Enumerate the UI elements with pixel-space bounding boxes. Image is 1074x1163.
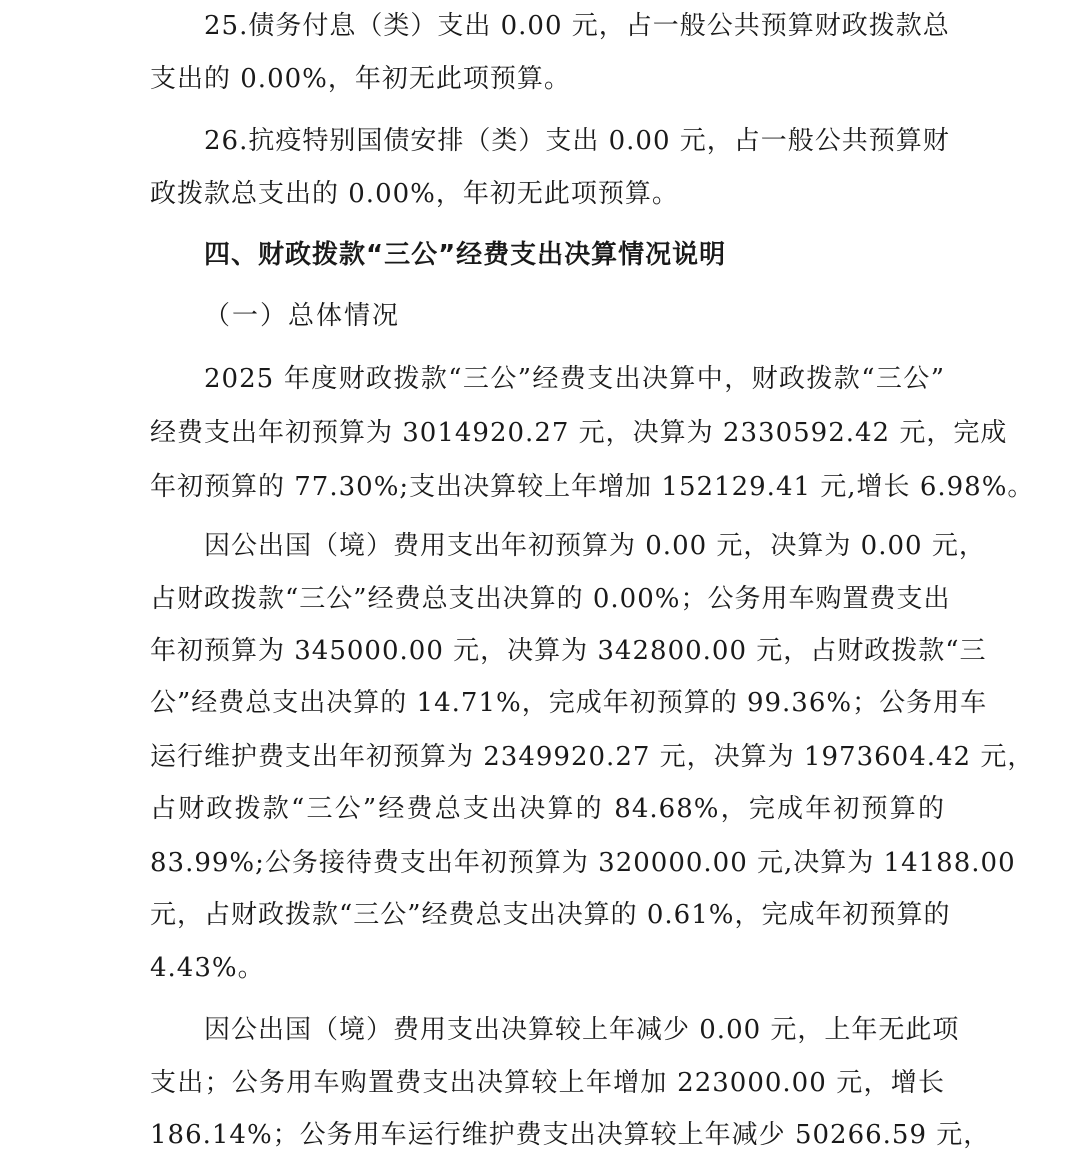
breakdown-paragraph-line-3: 年初预算为 345000.00 元，决算为 342800.00 元，占财政拨款“三: [150, 636, 987, 666]
paragraph-25-line-1: 25.债务付息（类）支出 0.00 元，占一般公共预算财政拨款总: [204, 11, 950, 41]
breakdown-paragraph-line-7: 83.99%;公务接待费支出年初预算为 320000.00 元,决算为 14188.00: [150, 848, 1016, 878]
comparison-paragraph-line-3: 186.14%；公务用车运行维护费支出决算较上年减少 50266.59 元，: [150, 1120, 991, 1150]
breakdown-paragraph-line-8: 元，占财政拨款“三公”经费总支出决算的 0.61%，完成年初预算的: [150, 900, 951, 930]
overall-paragraph-line-2: 经费支出年初预算为 3014920.27 元，决算为 2330592.42 元，完成: [150, 418, 1008, 448]
subheading-overall: （一）总体情况: [204, 301, 401, 331]
paragraph-25-line-2: 支出的 0.00%，年初无此项预算。: [150, 64, 571, 94]
breakdown-paragraph-line-2: 占财政拨款“三公”经费总支出决算的 0.00%；公务用车购置费支出: [150, 584, 951, 614]
breakdown-paragraph-line-9: 4.43%。: [150, 953, 265, 983]
breakdown-paragraph-line-6: 占财政拨款“三公”经费总支出决算的 84.68%，完成年初预算的: [150, 794, 945, 824]
breakdown-paragraph-line-1: 因公出国（境）费用支出年初预算为 0.00 元，决算为 0.00 元，: [204, 531, 986, 561]
overall-paragraph-line-1: 2025 年度财政拨款“三公”经费支出决算中，财政拨款“三公”: [204, 364, 945, 394]
overall-paragraph-line-3: 年初预算的 77.30%;支出决算较上年增加 152129.41 元,增长 6.98%。: [150, 472, 1035, 502]
comparison-paragraph-line-1: 因公出国（境）费用支出决算较上年减少 0.00 元，上年无此项: [204, 1015, 960, 1045]
breakdown-paragraph-line-5: 运行维护费支出年初预算为 2349920.27 元，决算为 1973604.42 元，: [150, 742, 1035, 772]
paragraph-26-line-1: 26.抗疫特别国债安排（类）支出 0.00 元，占一般公共预算财: [204, 126, 950, 156]
comparison-paragraph-line-2: 支出；公务用车购置费支出决算较上年增加 223000.00 元，增长: [150, 1068, 945, 1098]
section-heading-four: 四、财政拨款“三公”经费支出决算情况说明: [204, 240, 727, 270]
breakdown-paragraph-line-4: 公”经费总支出决算的 14.71%，完成年初预算的 99.36%；公务用车: [150, 688, 988, 718]
paragraph-26-line-2: 政拨款总支出的 0.00%，年初无此项预算。: [150, 179, 679, 209]
